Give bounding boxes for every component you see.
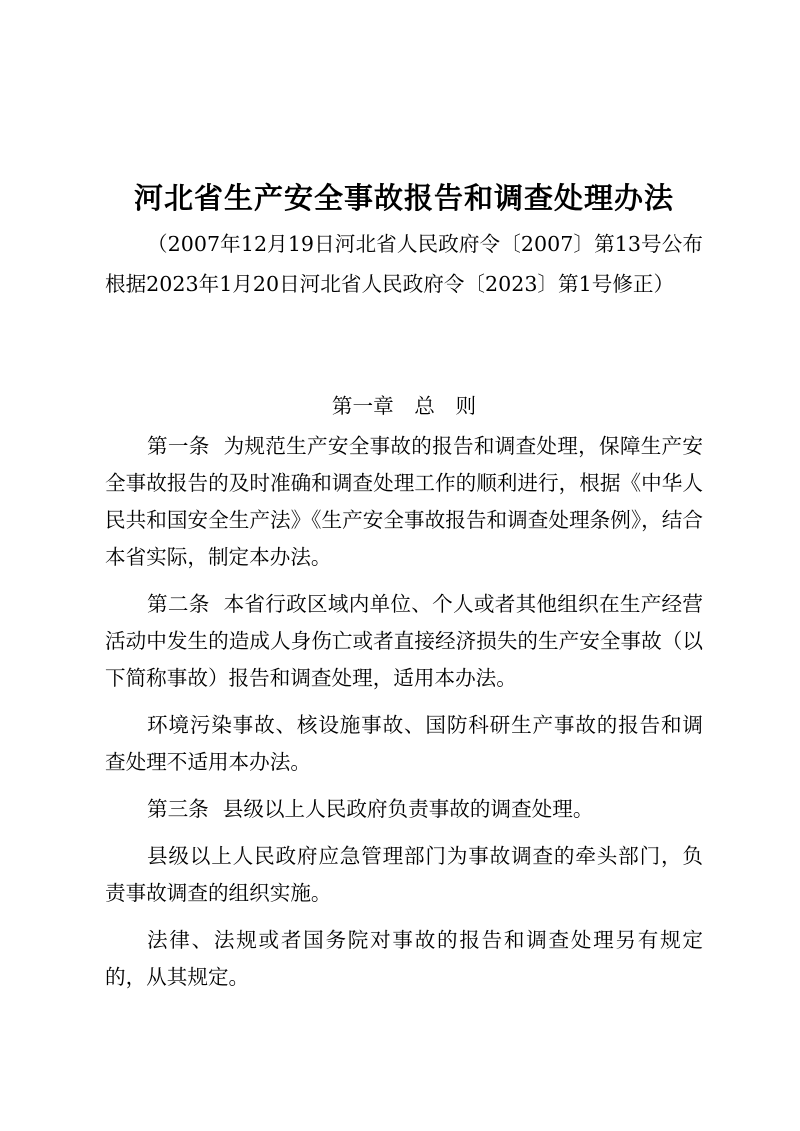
paragraph-text: 县级以上人民政府负责事故的调查处理。 (222, 797, 594, 821)
paragraph-article-3 (105, 791, 703, 828)
paragraph-article-3-clause-2 (105, 838, 703, 912)
article-number: 第一条 (147, 434, 210, 458)
paragraph-article-2 (105, 586, 703, 697)
paragraph-text: 环境污染事故、核设施事故、国防科研生产事故的报告和调查处理不适用本办法。 (105, 713, 703, 774)
paragraph-text: 县级以上人民政府应急管理部门为事故调查的牵头部门，负责事故调查的组织实施。 (105, 844, 703, 905)
document-subtitle: （2007年12月19日河北省人民政府令〔2007〕第13号公布 根据2023年1月20日河北省人民政府令〔2023〕第1号修正） (105, 232, 724, 296)
paragraph-text: 法律、法规或者国务院对事故的报告和调查处理另有规定的，从其规定。 (105, 928, 703, 989)
chapter-heading: 第一章 总 则 (331, 394, 477, 418)
paragraph-article-2-clause-2 (105, 707, 703, 781)
body-text (105, 428, 703, 1006)
article-number: 第三条 (147, 797, 209, 821)
paragraph-text: 本省行政区域内单位、个人或者其他组织在生产经营活动中发生的造成人身伤亡或者直接经济损失的生产安全事故（以下简称事故）报告和调查处理，适用本办法。 (105, 592, 704, 690)
paragraph-article-1 (105, 428, 703, 576)
paragraph-text: 为规范生产安全事故的报告和调查处理，保障生产安全事故报告的及时准确和调查处理工作的顺利进行，根据《中华人民共和国安全生产法》《生产安全事故报告和调查处理条例》，结合本省实际，制定本办法。 (105, 434, 704, 569)
document-title: 河北省生产安全事故报告和调查处理办法 (133, 181, 674, 215)
paragraph-article-3-clause-3 (105, 922, 703, 996)
article-number: 第二条 (147, 592, 210, 616)
